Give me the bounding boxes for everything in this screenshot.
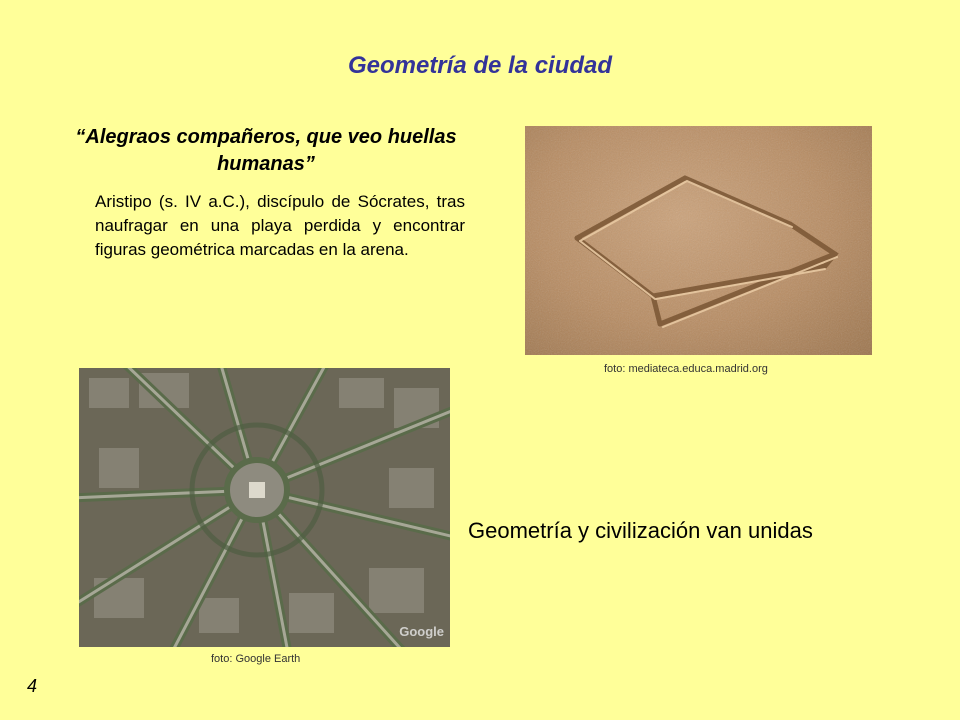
quote-text: “Alegraos compañeros, que veo huellas humanas” <box>75 126 457 175</box>
sand-photo-caption: foto: mediateca.educa.madrid.org <box>604 363 768 375</box>
page-number: 4 <box>27 676 38 696</box>
aerial-photo-caption: foto: Google Earth <box>211 653 301 665</box>
aerial-city-photo <box>79 368 450 647</box>
sand-figure-drawing <box>525 126 872 355</box>
description-text: Aristipo (s. IV a.C.), discípulo de Sócrates, tras naufragar en una playa perdida y encontrar figuras geométrica marcadas en la arena. <box>95 192 465 259</box>
star-city-aerial <box>79 368 450 647</box>
slogan-text: Geometría y civilización van unidas <box>468 518 813 543</box>
slide-title: Geometría de la ciudad <box>347 52 613 79</box>
google-watermark: Google <box>399 624 444 639</box>
sand-drawing-photo <box>525 126 872 355</box>
